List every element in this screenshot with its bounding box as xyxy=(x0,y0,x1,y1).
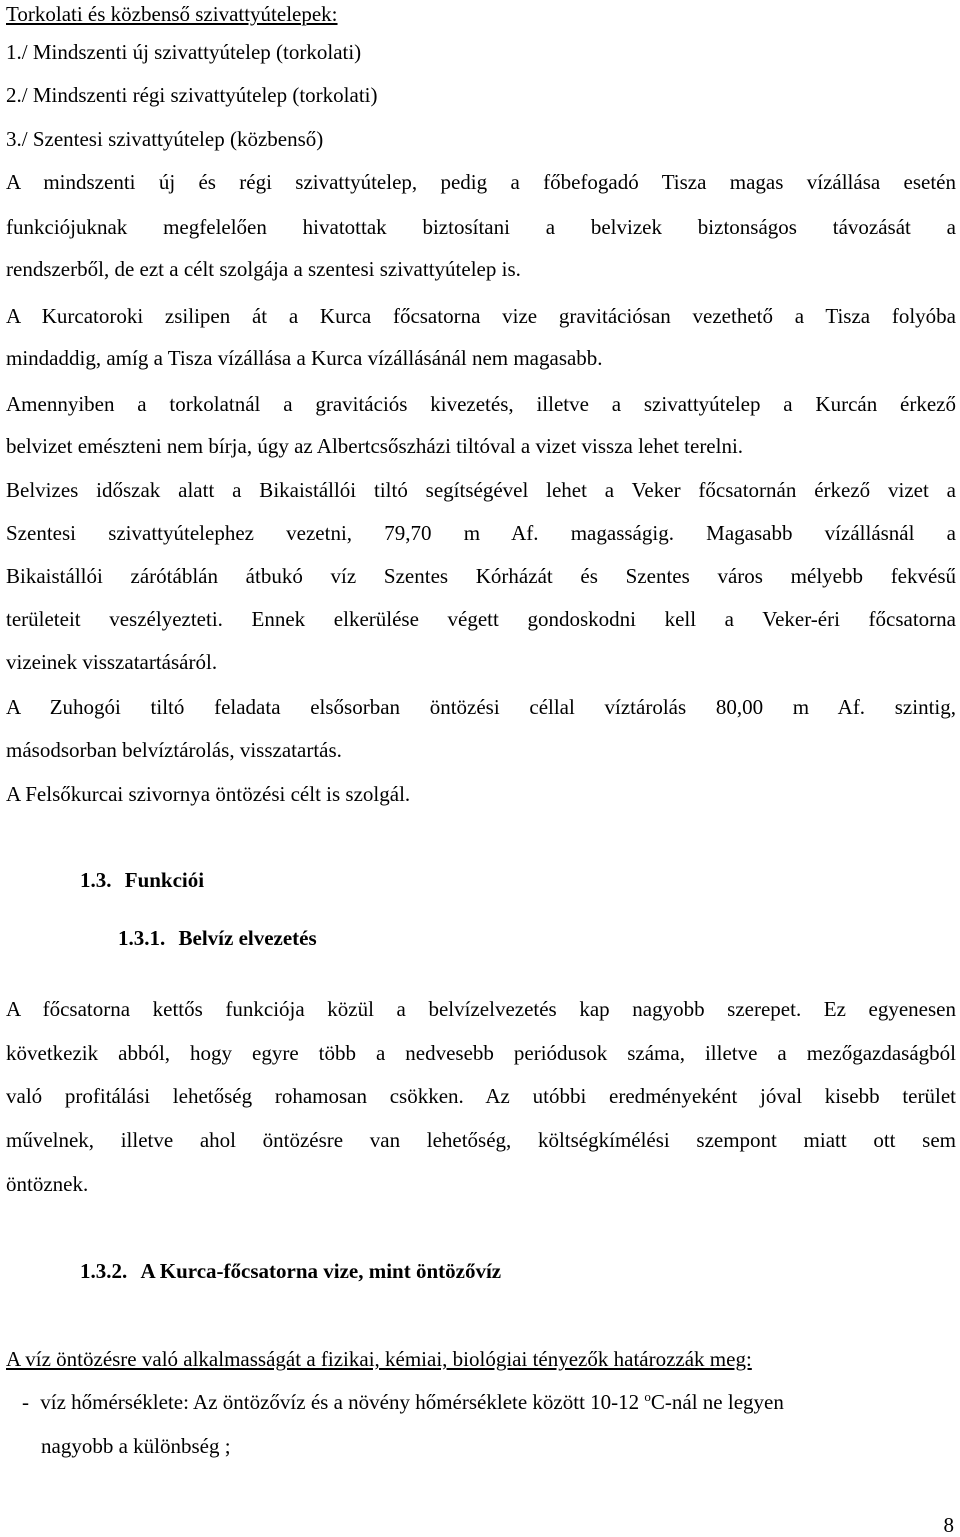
paragraph-line: következik abból, hogy egyre több a nedvesebb periódusok száma, illetve a mezőgazdaságból xyxy=(6,1041,956,1065)
section-number: 1.3. xyxy=(80,868,112,892)
paragraph-line: A Felsőkurcai szivornya öntözési célt is szolgál. xyxy=(6,782,411,806)
section-heading-1-3 xyxy=(80,866,204,894)
list-item: 1./ Mindszenti új szivattyútelep (torkolati) xyxy=(6,40,362,64)
paragraph-line: A Zuhogói tiltó feladata elsősorban öntözési céllal víztárolás 80,00 m Af. szintig, xyxy=(6,695,956,719)
paragraph-line: A főcsatorna kettős funkciója közül a belvízelvezetés kap nagyobb szerepet. Ez egyenesen xyxy=(6,997,956,1021)
section-number: 1.3.2. xyxy=(80,1259,128,1283)
page-number: 8 xyxy=(943,1513,954,1537)
paragraph-line: belvizet emészteni nem bírja, úgy az Albertcsőszházi tiltóval a vizet vissza lehet terelni. xyxy=(6,434,744,458)
paragraph-line: A mindszenti új és régi szivattyútelep, pedig a főbefogadó Tisza magas vízállása esetén xyxy=(6,170,956,194)
bullet-continuation: nagyobb a különbség ; xyxy=(41,1434,231,1458)
paragraph-line: A Kurcatoroki zsilipen át a Kurca főcsatorna vize gravitációsan vezethető a Tisza folyóba xyxy=(6,304,956,328)
paragraph-line: való profitálási lehetőség rohamosan csökken. Az utóbbi eredményeként jóval kisebb terület xyxy=(6,1084,956,1108)
paragraph-line: öntöznek. xyxy=(6,1172,89,1196)
paragraph-line: Szentesi szivattyútelephez vezetni, 79,70 m Af. magasságig. Magasabb vízállásnál a xyxy=(6,521,956,545)
section-title: Funkciói xyxy=(124,868,205,892)
bullet-text-start: víz hőmérséklete: Az öntözővíz és a növény hőmérséklete között 10-12 xyxy=(40,1390,645,1414)
list-item: 2./ Mindszenti régi szivattyútelep (torkolati) xyxy=(6,83,378,107)
paragraph-line: Belvizes időszak alatt a Bikaistállói tiltó segítségével lehet a Veker főcsatornán érkező vizet a xyxy=(6,478,956,502)
criteria-intro: A víz öntözésre való alkalmasságát a fizikai, kémiai, biológiai tényezők határozzák meg: xyxy=(6,1347,752,1371)
section-title: Belvíz elvezetés xyxy=(178,926,317,950)
paragraph-line: vizeinek visszatartásáról. xyxy=(6,650,218,674)
bullet-item xyxy=(22,1388,784,1416)
list-item: 3./ Szentesi szivattyútelep (közbenső) xyxy=(6,127,324,151)
paragraph-line: funkciójuknak megfelelően hivatottak biztosítani a belvizek biztonságos távozását a xyxy=(6,215,956,239)
section-title: A Kurca-főcsatorna vize, mint öntözővíz xyxy=(140,1259,502,1283)
paragraph-line: mindaddig, amíg a Tisza vízállása a Kurca vízállásánál nem magasabb. xyxy=(6,346,603,370)
section-number: 1.3.1. xyxy=(118,926,166,950)
section-heading-1-3-2 xyxy=(80,1257,501,1285)
paragraph-line: művelnek, illetve ahol öntözésre van lehetőség, költségkímélési szempont miatt ott sem xyxy=(6,1128,956,1152)
bullet-dash: - xyxy=(22,1390,29,1414)
paragraph-line: másodsorban belvíztárolás, visszatartás. xyxy=(6,738,342,762)
paragraph-line: Bikaistállói zárótáblán átbukó víz Szentes Kórházát és Szentes város mélyebb fekvésű xyxy=(6,564,956,588)
section-heading-1-3-1 xyxy=(118,924,317,952)
degree-superscript: o xyxy=(644,1389,651,1404)
intro-heading: Torkolati és közbenső szivattyútelepek: xyxy=(6,2,338,26)
paragraph-line: rendszerből, de ezt a célt szolgája a szentesi szivattyútelep is. xyxy=(6,257,521,281)
paragraph-line: Amennyiben a torkolatnál a gravitációs kivezetés, illetve a szivattyútelep a Kurcán érkező xyxy=(6,392,956,416)
bullet-text-end: C-nál ne legyen xyxy=(650,1390,784,1414)
paragraph-line: területeit veszélyezteti. Ennek elkerülése végett gondoskodni kell a Veker-éri főcsatorna xyxy=(6,607,956,631)
